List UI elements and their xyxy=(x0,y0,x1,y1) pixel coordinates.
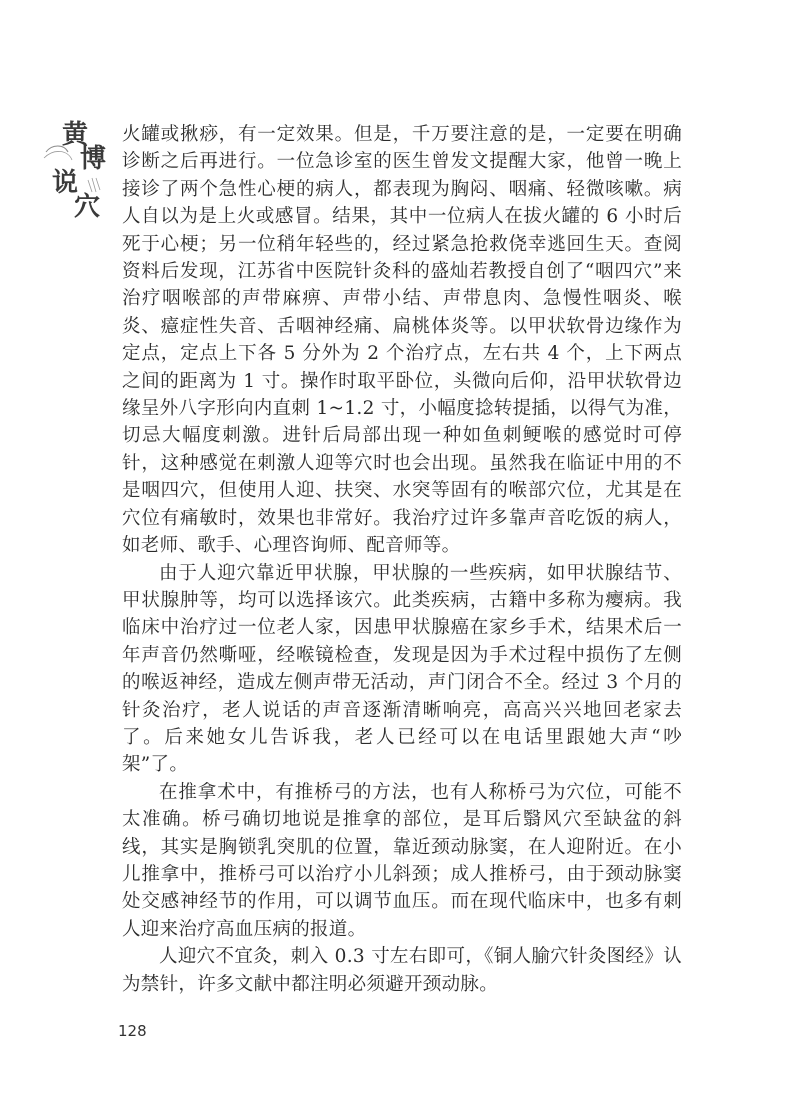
paragraph-2: 由于人迎穴靠近甲状腺，甲状腺的一些疾病，如甲状腺结节、甲状腺肿等，均可以选择该穴。此类疾病，古籍中多称为瘿病。我临床中治疗过一位老人家，因患甲状腺癌在家乡手术，结果术后一年声音仍然嘶哑，经喉镜检查，发现是因为手术过程中损伤了左侧的喉返神经，造成左侧声带无活动，声门闭合不全。经过 3 个月的针灸治疗，老人说话的声音逐渐清晰响亮，高高兴兴地回老家去了。后来她女儿告诉我，老人已经可以在电话里跟她大声“吵架”了。 xyxy=(122,562,682,776)
paragraph-4: 人迎穴不宜灸，刺入 0.3 寸左右即可，《铜人腧穴针灸图经》认为禁针，许多文献中都注明必须避开颈动脉。 xyxy=(122,946,682,995)
book-series-logo xyxy=(42,118,106,223)
page-body xyxy=(122,121,682,998)
paragraph-3: 在推拿术中，有推桥弓的方法，也有人称桥弓为穴位，可能不太准确。桥弓确切地说是推拿的部位，是耳后翳风穴至缺盆的斜线，其实是胸锁乳突肌的位置，靠近颈动脉窦，在人迎附近。在小儿推拿中，推桥弓可以治疗小儿斜颈；成人推桥弓，由于颈动脉窦处交感神经节的作用，可以调节血压。而在现代临床中，也多有刺人迎来治疗高血压病的报道。 xyxy=(122,781,682,940)
logo-char-huang: 黄 xyxy=(62,120,89,150)
page-number: 128 xyxy=(118,1022,147,1040)
logo-char-shuo: 说 xyxy=(52,168,79,198)
paragraph-1: 火罐或揪痧，有一定效果。但是，千万要注意的是，一定要在明确诊断之后再进行。一位急诊室的医生曾发文提醒大家，他曾一晚上接诊了两个急性心梗的病人，都表现为胸闷、咽痛、轻微咳嗽。病人自以为是上火或感冒。结果，其中一位病人在拔火罐的 6 小时后死于心梗；另一位稍年轻些的，经过紧急抢救侥幸逃回生天。查阅资料后发现，江苏省中医院针灸科的盛灿若教授自创了“咽四穴”来治疗咽喉部的声带麻痹、声带小结、声带息肉、急慢性咽炎、喉炎、癔症性失音、舌咽神经痛、扁桃体炎等。以甲状软骨边缘作为定点，定点上下各 5 分外为 2 个治疗点，左右共 4 个，上下两点之间的距离为 1 寸。操作时取平卧位，头微向后仰，沿甲状软骨边缘呈外八字形向内直刺 1~1.2 寸，小幅度捻转提插，以得气为准，切忌大幅度刺激。进针后局部出现一种如鱼刺鲠喉的感觉时可停针，这种感觉在刺激人迎等穴时也会出现。虽然我在临证中用的不是咽四穴，但使用人迎、扶突、水突等固有的喉部穴位，尤其是在穴位有痛敏时，效果也非常好。我治疗过许多靠声音吃饭的病人，如老师、歌手、心理咨询师、配音师等。 xyxy=(122,124,682,557)
logo-char-bo: 博 xyxy=(80,144,107,174)
logo-char-xue: 穴 xyxy=(74,192,101,222)
